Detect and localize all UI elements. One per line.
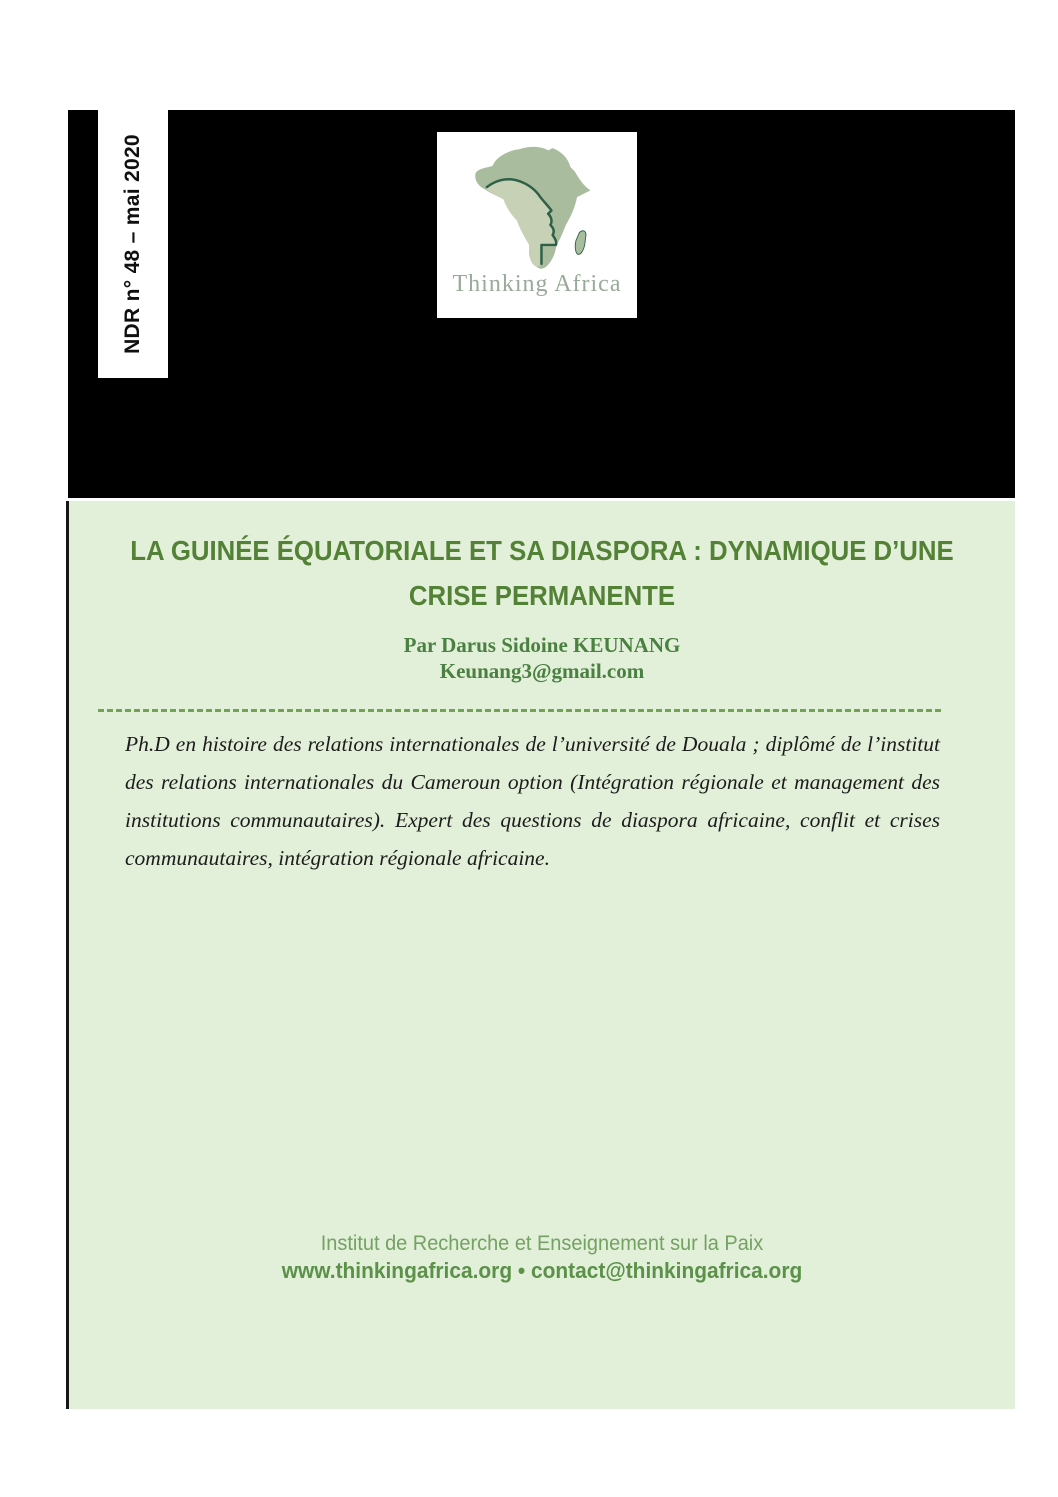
author-byline: Par Darus Sidoine KEUNANG <box>403 633 681 657</box>
issue-label: NDR n° 48 – mai 2020 <box>121 134 144 354</box>
logo-wordmark: Thinking Africa <box>452 271 622 297</box>
institute-name: Institut de Recherche et Enseignement sur la Paix <box>320 1232 764 1255</box>
dashed-divider <box>98 709 943 712</box>
document-title-line-1: LA GUINÉE ÉQUATORIALE ET SA DIASPORA : DYNAMIQUE D’UNE <box>130 535 954 566</box>
cover-panel <box>66 501 1015 1409</box>
document-title <box>69 528 1015 618</box>
africa-map-logo-icon <box>453 137 621 275</box>
footer <box>69 1232 1015 1284</box>
contact-line: www.thinkingafrica.org • contact@thinkingafrica.org <box>281 1258 803 1283</box>
document-title-line-2: CRISE PERMANENTE <box>408 580 676 611</box>
issue-label-strip <box>98 110 168 378</box>
logo-box <box>437 132 637 318</box>
author-block <box>69 632 1015 684</box>
author-bio: Ph.D en histoire des relations internationales de l’université de Douala ; diplômé de l’institut des relations internationales du Cameroun option (Intégration régionale et management des institutions communautaires). Expert des questions de diaspora africaine, conflit et crises communautaires, intégration régionale africaine. <box>125 732 940 870</box>
author-email: Keunang3@gmail.com <box>439 659 645 683</box>
